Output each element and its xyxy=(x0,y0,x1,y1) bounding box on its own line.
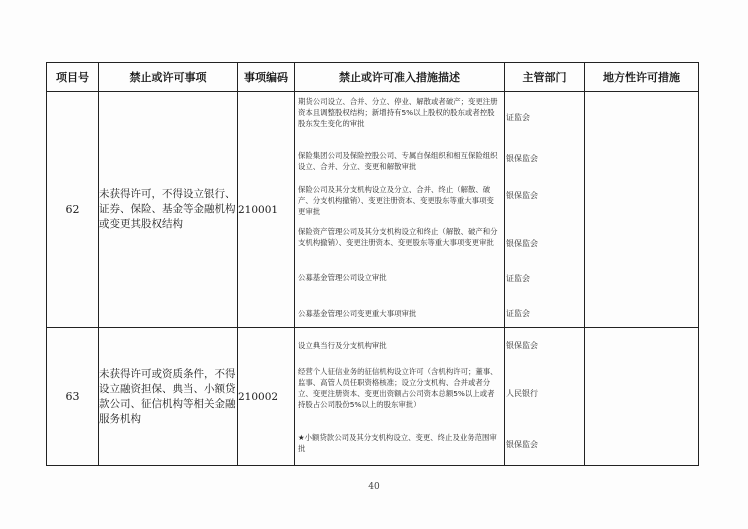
measures-cell xyxy=(295,92,505,328)
header-measures: 禁止或许可准入措施描述 xyxy=(295,63,505,92)
department-text: 银保监会 xyxy=(506,341,538,350)
measure-text: ★小额贷款公司及其分支机构设立、变更、终止及业务范围审批 xyxy=(298,433,497,453)
header-item-number: 项目号 xyxy=(47,63,99,92)
header-code: 事项编码 xyxy=(238,63,295,92)
department-cell xyxy=(505,92,585,328)
header-matter: 禁止或许可事项 xyxy=(99,63,238,92)
measure-text: 经营个人征信业务的征信机构设立许可（含机构许可；董事、监事、高管人员任职资格核准；设立分支机构、合并或者分立、变更注册资本、变更出资额占公司资本总额5%以上或者持股占公司股份5%以上的股东审批） xyxy=(298,367,498,409)
matter-cell: 未获得许可，不得设立银行、证券、保险、基金等金融机构或变更其股权结构 xyxy=(99,92,238,328)
header-row xyxy=(47,63,699,92)
header-local-measures: 地方性许可措施 xyxy=(585,63,699,92)
table-row xyxy=(47,92,699,328)
item-number: 63 xyxy=(47,328,99,466)
measure-text: 保险公司及其分支机构设立及分立、合并、终止（解散、破产、分支机构撤销）、变更注册资本、变更股东等重大事项变更审批 xyxy=(298,185,494,216)
department-text: 证监会 xyxy=(506,309,530,318)
measures-cell xyxy=(295,328,505,466)
department-cell xyxy=(505,328,585,466)
table-row xyxy=(47,328,699,466)
department-text: 银保监会 xyxy=(506,191,538,200)
measure-text: 期货公司设立、合并、分立、停业、解散或者破产；变更注册资本且调整股权结构；新增持有5%以上股权的股东或者控股股东发生变化的审批 xyxy=(298,97,498,128)
measure-text: 保险资产管理公司及其分支机构设立和终止（解散、破产和分支机构撤销）、变更注册资本、变更股东等重大事项变更审批 xyxy=(298,227,498,247)
measure-text: 公募基金管理公司变更重大事项审批 xyxy=(298,309,417,318)
local-measures-cell xyxy=(585,328,699,466)
measure-text: 保险集团公司及保险控股公司、专属自保组织和相互保险组织设立、合并、分立、变更和解散审批 xyxy=(298,151,498,171)
matter-cell: 未获得许可或资质条件，不得设立融资担保、典当、小额贷款公司、征信机构等相关金融服务机构 xyxy=(99,328,238,466)
code-cell: 210002 xyxy=(238,328,295,466)
code-cell: 210001 xyxy=(238,92,295,328)
header-department: 主管部门 xyxy=(505,63,585,92)
department-text: 人民银行 xyxy=(506,389,538,398)
department-text: 银保监会 xyxy=(506,154,538,163)
measure-text: 设立典当行及分支机构审批 xyxy=(298,341,387,350)
local-measures-cell xyxy=(585,92,699,328)
page-number: 40 xyxy=(368,482,380,492)
department-text: 证监会 xyxy=(506,113,530,122)
department-text: 银保监会 xyxy=(506,440,538,449)
measure-text: 公募基金管理公司设立审批 xyxy=(298,273,387,282)
department-text: 证监会 xyxy=(506,274,530,283)
department-text: 银保监会 xyxy=(506,239,538,248)
permit-table xyxy=(46,62,699,466)
item-number: 62 xyxy=(47,92,99,328)
